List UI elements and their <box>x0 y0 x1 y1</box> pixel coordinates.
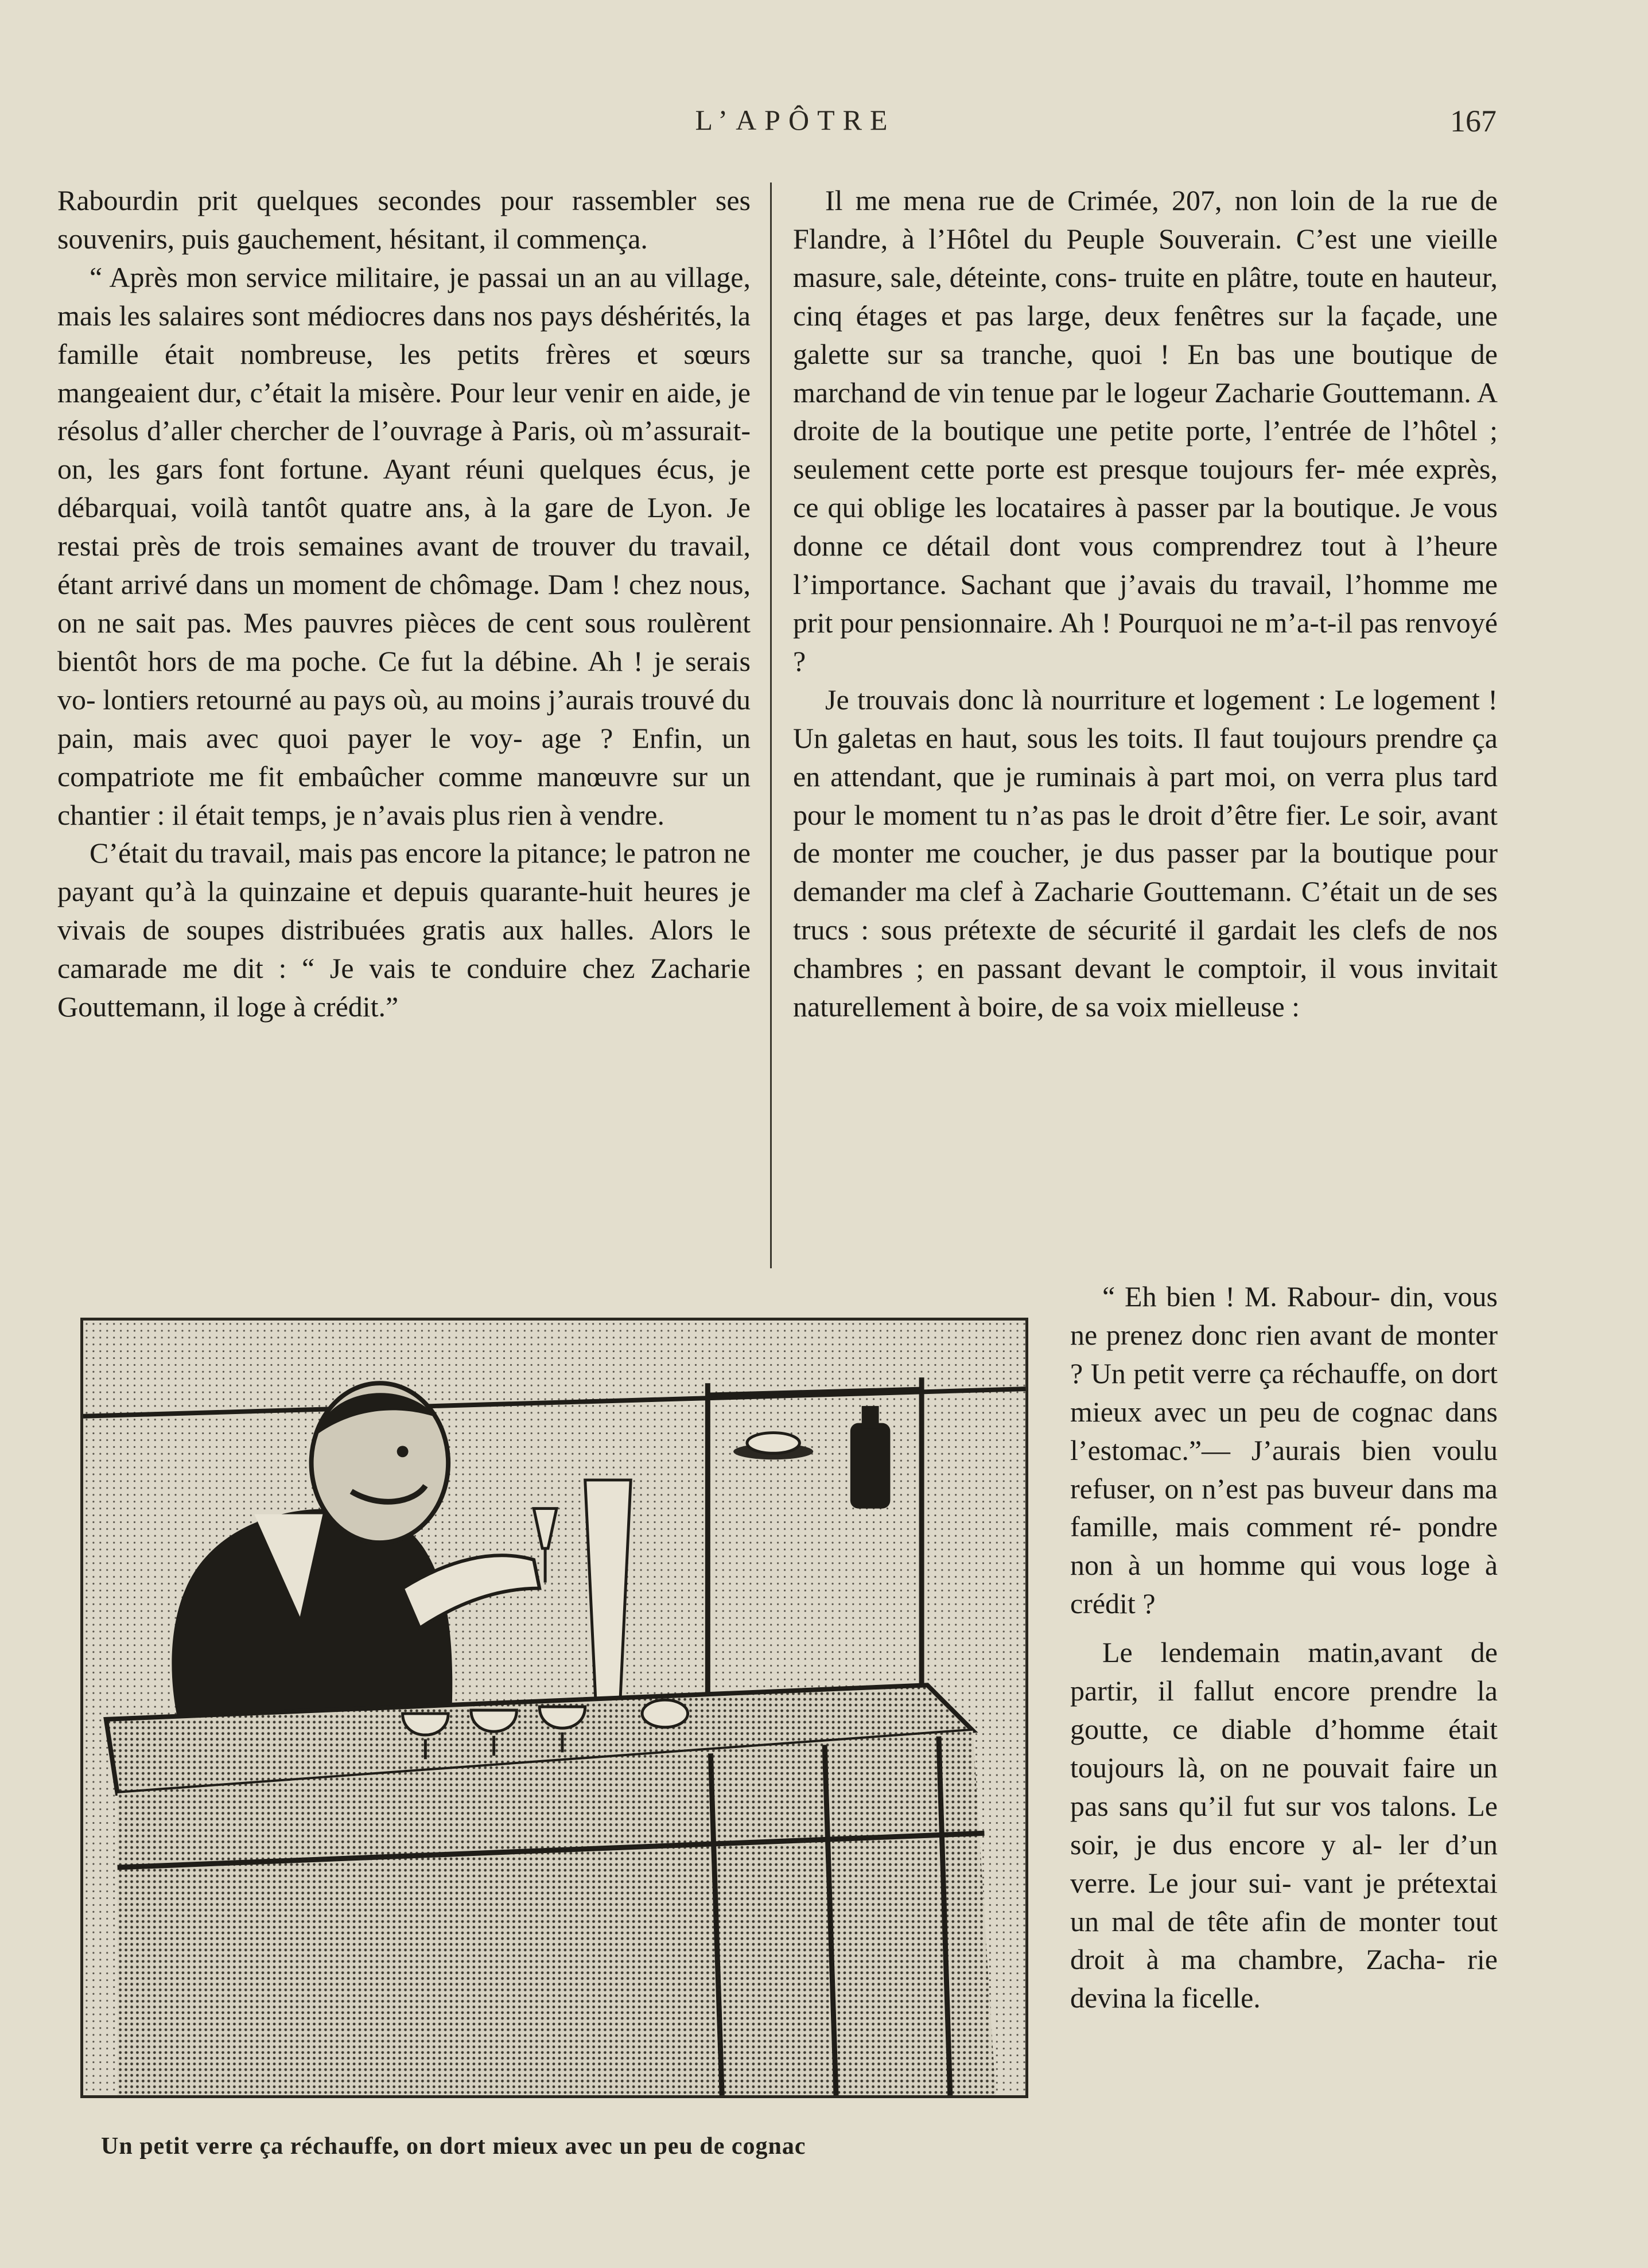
illustration-drawing <box>83 1321 1025 2095</box>
figure-caption: Un petit verre ça réchauffe, on dort mieux avec un peu de cognac <box>101 2133 806 2160</box>
text-line: petit verre ça réchauffe, on <box>1133 1357 1452 1389</box>
text-line: age ? Enfin, un compatriote me fit embaûcher <box>57 721 751 793</box>
text-line: seulement cette porte est presque toujours fer- <box>793 453 1346 486</box>
text-line: droit à ma chambre, Zacha- <box>1070 1943 1446 1976</box>
text-line: que je ruminais à part moi, on verra plus tard <box>953 760 1498 793</box>
text-line: passer par la boutique pour demander ma clef <box>793 837 1498 908</box>
text-line: vous loge à crédit ? <box>1070 1549 1498 1620</box>
illustration-bar-scene <box>80 1318 1028 2098</box>
text-line: distribuées gratis aux halles. Alors le camarade <box>57 914 751 985</box>
text-line: logeur Zacharie Gouttemann. A droite de la <box>793 376 1498 447</box>
text-line: où m’assurait-on, les gars font fortune. Ayant <box>57 414 751 486</box>
text-line: pour le moment tu n’as pas le droit d’être fier. <box>793 798 1340 831</box>
text-line: prit pour pensionnaire. Ah ! Pourquoi ne <box>793 606 1265 639</box>
text-line: Il me mena rue de Crimée, 207, non loin de la <box>825 184 1421 216</box>
text-line: trouvé du pain, mais avec quoi payer le voy- <box>57 683 751 754</box>
text-line: Je trouvais donc là nourriture et logement : <box>825 683 1335 716</box>
narrow-column <box>1070 1277 1498 2017</box>
text-line: vant je prétextai un mal de <box>1070 1866 1498 1937</box>
paragraph <box>57 258 751 834</box>
text-line: Gouttemann, il loge à crédit.” <box>57 991 399 1023</box>
text-line: clefs de nos chambres ; en passant devant le <box>793 914 1498 985</box>
text-line: on ne pouvait faire un pas <box>1070 1751 1498 1822</box>
text-line: ma poche. Ce fut la débine. Ah ! je serais vo- <box>57 644 751 716</box>
text-line: boire, de sa voix mielleuse : <box>978 991 1300 1023</box>
text-line: Le lendemain matin,avant <box>1102 1636 1471 1669</box>
text-line: toits. Il faut toujours prendre ça en attendant, <box>793 721 1498 793</box>
text-line: par la boutique. Je vous donne ce détail dont <box>793 491 1498 562</box>
text-line: an au village, mais les salaires sont médiocres <box>57 261 751 332</box>
text-line: C’était du travail, mais pas encore la pitance; <box>90 837 615 869</box>
text-line: rien avant de monter ? Un <box>1070 1318 1498 1389</box>
text-line: mée exprès, ce qui oblige les locataires à passer <box>793 453 1498 524</box>
text-line: comme manœuvre sur un chantier : il était <box>57 760 751 831</box>
text-line: C’est une vieille masure, sale, déteinte, cons- <box>793 222 1498 293</box>
paragraph <box>793 681 1498 1026</box>
text-line: et pas large, deux fenêtres sur la façade, une <box>941 299 1498 332</box>
text-line: tête afin de monter tout <box>1207 1905 1498 1937</box>
text-line: hésitant, il commença. <box>390 222 648 255</box>
text-line: quarante-huit heures je vivais de soupes <box>57 875 751 946</box>
left-column <box>57 181 751 1026</box>
text-line: J’aurais bien voulu refuser, <box>1070 1434 1498 1505</box>
text-line: boutique une petite porte, l’entrée de l’hôtel ; <box>944 414 1498 447</box>
text-line: dans nos pays déshérités, la famille était <box>57 299 751 370</box>
text-line: me dit : “ Je vais te conduire chez Zacharie <box>182 952 751 985</box>
text-line: nombreuse, les petits frères et sœurs mangeaient <box>57 337 751 409</box>
text-line: vous comprendrez tout à l’heure l’importance. <box>793 530 1498 601</box>
text-line: lontiers retourné au pays où, au moins j’aurais <box>103 683 642 716</box>
text-line: Rabourdin prit quelques secondes pour <box>57 184 572 216</box>
paragraph <box>1070 1277 1498 1623</box>
column-divider <box>770 182 772 1268</box>
paragraph <box>1070 1633 1498 2017</box>
right-column <box>793 181 1498 1026</box>
text-line: Le logement ! Un galetas en haut, sous les <box>793 683 1498 754</box>
text-line: d’homme était toujours là, <box>1070 1712 1498 1784</box>
text-line: boutique de marchand de vin tenue par le <box>793 337 1498 409</box>
text-line: je résolus d’aller chercher de l’ouvrage à Paris, <box>57 376 751 447</box>
text-line: rassembler ses souvenirs, puis gauchement, <box>57 184 751 255</box>
text-line: quatre ans, à la gare de Lyon. Je restai près <box>57 491 751 562</box>
text-line: temps, je n’avais plus rien à vendre. <box>251 798 664 831</box>
text-line: ler d’un verre. Le jour sui- <box>1070 1828 1498 1899</box>
text-line: “ Eh bien ! M. Rabour- <box>1102 1280 1381 1312</box>
text-line: le patron ne payant qu’à la quinzaine et depuis <box>57 837 751 908</box>
running-title: L’APÔTRE <box>695 104 896 136</box>
text-line: Le soir, avant de monter me coucher, je dus <box>793 798 1498 869</box>
text-line: Sachant que j’avais du travail, l’homme me <box>960 568 1498 601</box>
text-line: étant arrivé dans un moment de chômage. <box>57 568 548 601</box>
text-line: réuni quelques écus, je débarquai, voilà tantôt <box>57 453 751 524</box>
text-line: à Zacharie Gouttemann. C’était un de ses <box>1012 875 1498 908</box>
text-line: dort mieux avec un peu de <box>1070 1357 1498 1428</box>
text-line: rie devina la ficelle. <box>1070 1943 1498 2014</box>
text-line: trucs : sous prétexte de sécurité il gardait les <box>793 914 1352 946</box>
text-line: sans qu’il fut sur vos talons. <box>1118 1789 1468 1822</box>
text-line: m’a-t-il pas renvoyé ? <box>793 606 1498 677</box>
text-line: dur, c’était la misère. Pour leur venir en aide, <box>197 376 730 409</box>
text-line: prendre la goutte, ce diable <box>1070 1675 1498 1745</box>
text-line: din, vous ne prenez donc <box>1070 1280 1498 1351</box>
text-line: de trois semaines avant de trouver du travail, <box>193 530 751 562</box>
text-line: cognac dans l’estomac.”— <box>1070 1395 1498 1466</box>
paragraph <box>57 834 751 1026</box>
text-line: “ Après mon service militaire, je passai un <box>90 261 594 293</box>
page-number: 167 <box>1450 104 1497 138</box>
text-line: on n’est pas buveur dans ma <box>1164 1472 1498 1505</box>
text-line: Dam ! chez nous, on ne sait pas. Mes pauvres <box>57 568 751 639</box>
text-line: pièces de cent sous roulèrent bientôt hors de <box>57 606 751 677</box>
text-line: pondre non à un homme qui <box>1070 1510 1498 1582</box>
text-line: comptoir, il vous invitait naturellement à <box>793 952 1498 1023</box>
paragraph <box>793 181 1498 681</box>
text-line: rue de Flandre, à l’Hôtel du Peuple Souverain. <box>793 184 1498 255</box>
text-line: de partir, il fallut encore <box>1070 1636 1498 1707</box>
text-line: truite en plâtre, toute en hauteur, cinq étages <box>793 261 1498 332</box>
text-line: Le soir, je dus encore y al- <box>1070 1789 1498 1861</box>
text-line: galette sur sa tranche, quoi ! En bas une <box>793 337 1352 370</box>
text-line: famille, mais comment ré- <box>1070 1510 1402 1543</box>
paragraph <box>57 181 751 258</box>
